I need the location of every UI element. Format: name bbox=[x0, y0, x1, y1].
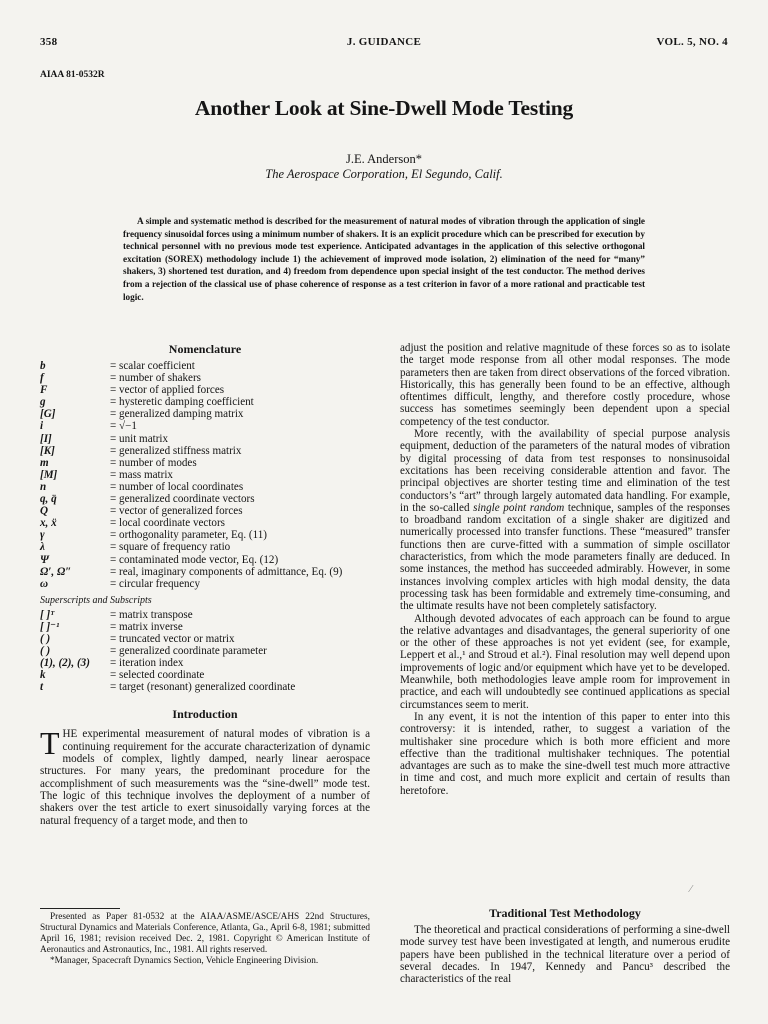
nomenclature-row bbox=[40, 360, 370, 372]
subscripts-heading: Superscripts and Subscripts bbox=[40, 594, 152, 606]
nomenclature-definition: = unit matrix bbox=[110, 432, 169, 445]
nomenclature-row bbox=[40, 420, 370, 432]
nomenclature-definition: = hysteretic damping coefficient bbox=[110, 396, 254, 409]
nomenclature-symbol: [K] bbox=[40, 444, 55, 457]
nomenclature-symbol: b bbox=[40, 360, 46, 372]
nomenclature-definition: = generalized coordinate parameter bbox=[110, 645, 267, 658]
nomenclature-row bbox=[40, 481, 370, 493]
introduction-paragraph bbox=[40, 725, 370, 827]
nomenclature-row bbox=[40, 633, 370, 645]
traditional-paragraph: The theoretical and practical considerations of performing a sine-dwell mode survey test have been investigated at length, and numerous erudite papers have been published in the technical literature over a period of several decades. In 1947, Kennedy and Pancu³ described the characteristics of the real bbox=[400, 924, 730, 986]
nomenclature-definition: = circular frequency bbox=[110, 577, 201, 590]
nomenclature-symbol: ( ) bbox=[40, 632, 51, 645]
nomenclature-heading: Nomenclature bbox=[168, 342, 242, 356]
nomenclature-symbol: Ω′, Ω″ bbox=[40, 565, 72, 578]
author: J.E. Anderson* bbox=[345, 152, 423, 166]
nomenclature-symbol: γ bbox=[40, 529, 45, 542]
nomenclature-symbol: ( ) bbox=[40, 645, 51, 658]
nomenclature-row bbox=[40, 669, 370, 681]
nomenclature-row bbox=[40, 645, 370, 657]
nomenclature-list bbox=[40, 360, 370, 590]
nomenclature-definition: = generalized stiffness matrix bbox=[110, 444, 242, 457]
nomenclature-symbol: n bbox=[40, 480, 47, 493]
nomenclature-definition: = real, imaginary components of admittance, Eq. (9) bbox=[110, 565, 343, 578]
nomenclature-symbol: λ bbox=[40, 541, 45, 554]
traditional-section bbox=[400, 906, 730, 985]
nomenclature-definition: = scalar coefficient bbox=[110, 360, 195, 372]
nomenclature-row bbox=[40, 505, 370, 517]
introduction-heading: Introduction bbox=[172, 707, 238, 722]
nomenclature-definition: = orthogonality parameter, Eq. (11) bbox=[110, 529, 267, 542]
nomenclature-row bbox=[40, 384, 370, 396]
nomenclature-definition: = mass matrix bbox=[110, 468, 173, 481]
nomenclature-row bbox=[40, 621, 370, 633]
nomenclature-row bbox=[40, 578, 370, 590]
footnote-rule bbox=[40, 908, 120, 909]
nomenclature-row bbox=[40, 609, 370, 621]
scan-mark: ⁄ bbox=[690, 884, 692, 895]
nomenclature-definition: = √−1 bbox=[110, 420, 137, 433]
nomenclature-definition: = vector of generalized forces bbox=[110, 505, 243, 518]
nomenclature-definition: = square of frequency ratio bbox=[110, 541, 231, 554]
drop-cap: T bbox=[40, 725, 60, 762]
intro-paragraph-2 bbox=[400, 428, 730, 612]
nomenclature-symbol: [G] bbox=[40, 408, 56, 421]
nomenclature-symbol: F bbox=[40, 384, 48, 397]
nomenclature-definition: = target (resonant) generalized coordinate bbox=[110, 681, 296, 694]
nomenclature-row bbox=[40, 657, 370, 669]
nomenclature-definition: = generalized coordinate vectors bbox=[110, 493, 255, 506]
footnotes bbox=[40, 908, 370, 967]
nomenclature-definition: = vector of applied forces bbox=[110, 384, 225, 397]
page-number: 358 bbox=[40, 36, 58, 48]
nomenclature-row bbox=[40, 517, 370, 529]
nomenclature-definition: = matrix inverse bbox=[110, 620, 183, 633]
intro-para2-emphasis: single point random bbox=[473, 501, 565, 514]
right-column bbox=[400, 342, 730, 797]
nomenclature-row bbox=[40, 396, 370, 408]
nomenclature-symbol: Q bbox=[40, 505, 49, 518]
nomenclature-definition: = local coordinate vectors bbox=[110, 517, 225, 530]
nomenclature-symbol: m bbox=[40, 456, 49, 469]
nomenclature-symbol: k bbox=[40, 669, 46, 682]
nomenclature-row bbox=[40, 469, 370, 481]
nomenclature-definition: = number of modes bbox=[110, 456, 197, 469]
nomenclature-symbol: Ψ bbox=[40, 553, 49, 566]
introduction-continued: adjust the position and relative magnitude of these forces so as to isolate the target mode response from all other modal responses. The mode parameters then are taken from direct observations of the forced vibration. Historically, this has generally been found to be an effective, although oftentimes difficult, lengthy, and therefore costly procedure, whose success has sometimes seemingly been dependent upon a special competency of the test conductor. bbox=[400, 342, 730, 428]
nomenclature-symbol: i bbox=[40, 420, 44, 433]
nomenclature-row bbox=[40, 554, 370, 566]
intro-para2-part-a: More recently, with the availability of special purpose analysis equipment, deduction of the parameters of the natural modes of vibration by digital processing of data from test responses to nonsinusoidal excitations has been receiving considerable attention and favor. The principal objectives are shorter testing time and elimination of the test conductors’s “art” through largely automated data handling. For example, in the so-called bbox=[400, 428, 730, 514]
paper-title: Another Look at Sine-Dwell Mode Testing bbox=[194, 96, 574, 120]
nomenclature-definition: = iteration index bbox=[110, 657, 184, 670]
nomenclature-definition: = selected coordinate bbox=[110, 669, 205, 682]
nomenclature-row bbox=[40, 493, 370, 505]
nomenclature-symbol: [ ]⁻¹ bbox=[40, 620, 60, 633]
intro-paragraph-4: In any event, it is not the intention of this paper to enter into this controversy: it is intended, rather, to suggest a variation of the multishaker sine procedure which is both more efficient and more effective than the traditional multishaker techniques. The potential advantages are such as to make the sine-dwell test much more attractive in time and cost, and much more explicit and certain of results than heretofore. bbox=[400, 710, 730, 797]
nomenclature-row bbox=[40, 541, 370, 553]
nomenclature-row bbox=[40, 681, 370, 693]
footnote-presented: Presented as Paper 81-0532 at the AIAA/ASME/ASCE/AHS 22nd Structures, Structural Dynamics and Materials Conference, Atlanta, Ga., April 6-8, 1981; submitted April 16, 1981; revision received Dec. 2, 1981. Copyright © American Institute of Aeronautics and Astronautics, Inc., 1981. All rights reserved. bbox=[40, 912, 370, 955]
subscripts-list bbox=[40, 609, 370, 694]
traditional-heading: Traditional Test Methodology bbox=[489, 906, 641, 920]
volume-issue: VOL. 5, NO. 4 bbox=[656, 36, 728, 48]
journal-name: J. GUIDANCE bbox=[346, 36, 422, 48]
affiliation: The Aerospace Corporation, El Segundo, Calif. bbox=[265, 167, 503, 181]
nomenclature-symbol: x, ẍ bbox=[40, 517, 57, 530]
nomenclature-row bbox=[40, 372, 370, 384]
nomenclature-symbol: g bbox=[40, 396, 46, 409]
nomenclature-symbol: t bbox=[40, 681, 44, 694]
intro-text: HE experimental measurement of natural modes of vibration is a continuing requirement for the accurate characterization of dynamic models of complex, lightly damped, nearly linear aerospace structures. For many years, the predominant procedure for the accomplishment of such measurements was the “sine-dwell” mode test. The logic of this technique involves the deployment of a number of shakers over the test article to exert sinusoidally varying forces at the natural frequency of a target mode, and then to bbox=[40, 728, 370, 827]
footnote-manager: *Manager, Spacecraft Dynamics Section, Vehicle Engineering Division. bbox=[50, 956, 319, 966]
nomenclature-symbol: q, q̈ bbox=[40, 493, 57, 506]
nomenclature-definition: = generalized damping matrix bbox=[110, 408, 244, 421]
nomenclature-row bbox=[40, 408, 370, 420]
nomenclature-definition: = truncated vector or matrix bbox=[110, 632, 235, 645]
abstract: A simple and systematic method is described for the measurement of natural modes of vibration through the application of single frequency sinusoidal forces using a minimum number of shakers. It is an explicit procedure which can be prescribed for execution by technical personnel with no previous mode test experience. Anticipated advantages in the application of this selective orthogonal excitation (SOREX) methodology include 1) the achievement of improved mode isolation, 2) elimination of the need for “many” shakers, 3) shortened test duration, and 4) freedom from dependence upon special insight of the test conductor. The method derives from a rejection of the classical use of phase coherence of response as a test criterion in favor of a more rational and practicable test logic. bbox=[123, 216, 645, 302]
nomenclature-definition: = number of local coordinates bbox=[110, 480, 244, 493]
nomenclature-symbol: [ ]ᵀ bbox=[40, 608, 55, 621]
nomenclature-row bbox=[40, 529, 370, 541]
nomenclature-symbol: (1), (2), (3) bbox=[40, 657, 90, 670]
nomenclature-symbol: f bbox=[40, 372, 44, 385]
left-column bbox=[40, 342, 370, 827]
intro-paragraph-3: Although devoted advocates of each approach can be found to argue the relative advantages and disadvantages, the general superiority of one or the other of these approaches is not yet evident (see, for example, Leppert et al.,¹ and Stroud et al.²). Final resolution may well depend upon improvements of logic and/or equipment which have yet to be developed. Meanwhile, both methodologies leave ample room for improvement in practice, and each will undoubtedly see continued applications as special circumstances seem to merit. bbox=[400, 612, 730, 711]
nomenclature-definition: = number of shakers bbox=[110, 372, 201, 385]
nomenclature-row bbox=[40, 457, 370, 469]
nomenclature-row bbox=[40, 566, 370, 578]
nomenclature-symbol: [I] bbox=[40, 432, 52, 445]
nomenclature-symbol: ω bbox=[40, 577, 49, 590]
nomenclature-row bbox=[40, 445, 370, 457]
intro-para2-part-b: technique, samples of the responses to broadband random excitation of a single shaker are digitized and numerically processed into transfer functions. These “measured” transfer functions then are curve-fitted with a summation of simple oscillator characteristics, from which the mode parameters finally are deduced. In some instances, the method has succeeded admirably. However, in some instances involving complex articles with high modal density, the data processing task has been formidable and extremely time-consuming, and the ultimate results have not been completely satisfactory. bbox=[400, 501, 731, 613]
paper-id: AIAA 81-0532R bbox=[40, 70, 105, 80]
nomenclature-definition: = contaminated mode vector, Eq. (12) bbox=[110, 553, 279, 566]
nomenclature-symbol: [M] bbox=[40, 468, 58, 481]
nomenclature-definition: = matrix transpose bbox=[110, 608, 193, 621]
nomenclature-row bbox=[40, 433, 370, 445]
